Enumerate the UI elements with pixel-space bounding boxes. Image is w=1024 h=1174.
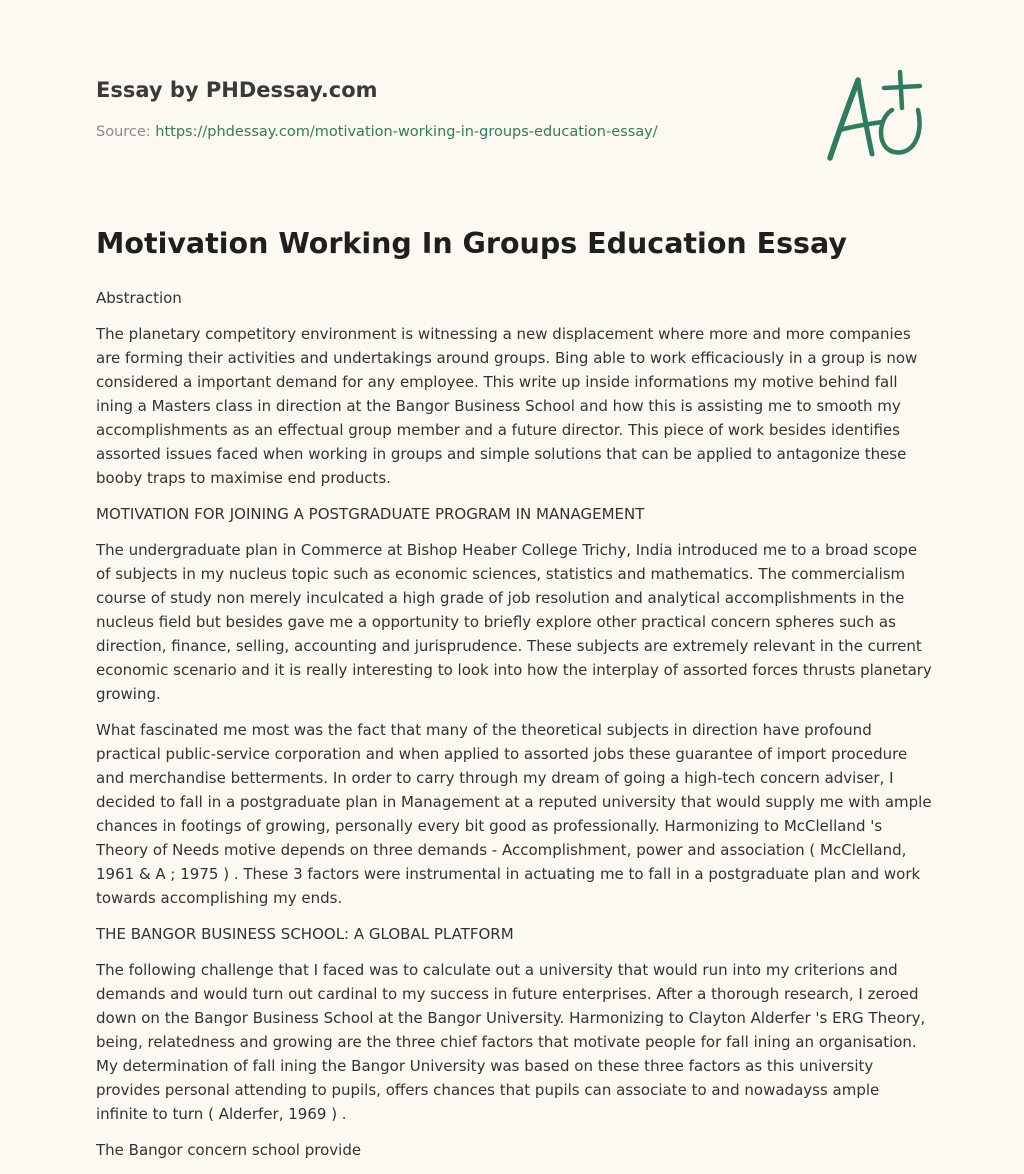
section-heading: Abstraction [96,289,182,307]
paragraph: What fascinated me most was the fact that many of the theoretical subjects in direction have profound practical public-service corporation and when applied to assorted jobs these guarantee of import procedure and merchandise betterments. In order to carry through my dream of going a high-tech concern adviser, I decided to fall in a postgraduate plan in Management at a reputed university that would supply me with ample chances in footings of growing, personally every bit good as professionally. Harmonizing to McClelland 's Theory of Needs motive depends on three demands - Accomplishment, power and association ( McClelland, 1961 & A ; 1975 ) . These 3 factors were instrumental in actuating me to fall in a postgraduate plan and work towards accomplishing my ends. [96,721,932,907]
paragraph: The undergraduate plan in Commerce at Bishop Heaber College Trichy, India introduced me to a broad scope of subjects in my nucleus topic such as economic sciences, statistics and mathematics. The commercialism course of study non merely inculcated a high grade of job resolution and analytical accomplishments in the nucleus field but besides gave me a opportunity to briefly explore other practical concern spheres such as direction, finance, selling, accounting and jurisprudence. These subjects are extremely relevant in the current economic scenario and it is really interesting to look into how the interplay of assorted forces thrusts planetary growing. [96,541,932,703]
paragraph: The planetary competitory environment is witnessing a new displacement where more and more companies are forming their activities and undertakings around groups. Bing able to work efficaciously in a group is now considered a important demand for any employee. This write up inside informations my motive behind fall ining a Masters class in direction at the Bangor Business School and how this is assisting me to smooth my accomplishments as an effectual group member and a future director. This piece of work besides identifies assorted issues faced when working in groups and simple solutions that can be applied to antagonize these booby traps to maximise end products. [96,325,918,487]
essay-content [96,286,932,1162]
source-label: Source: [96,124,151,140]
source-link[interactable]: https://phdessay.com/motivation-working-in-groups-education-essay/ [155,124,658,140]
essay-article [96,222,932,1174]
paragraph: The following challenge that I faced was to calculate out a university that would run into my criterions and demands and would turn out cardinal to my success in future enterprises. After a thorough research, I zeroed down on the Bangor Business School at the Bangor University. Harmonizing to Clayton Alderfer 's ERG Theory, being, relatedness and growing are the three chief factors that motivate people for fall ining an organisation. My determination of fall ining the Bangor University was based on these three factors as this university provides personal attending to pupils, offers chances that pupils can associate to and nowadayss ample infinite to turn ( Alderfer, 1969 ) . [96,961,926,1123]
site-title: Essay by PHDessay.com [96,78,378,102]
a-plus-grade-icon [820,64,930,168]
source-line [96,122,796,142]
paragraph: The Bangor concern school provide [96,1141,362,1159]
section-heading: THE BANGOR BUSINESS SCHOOL: A GLOBAL PLATFORM [96,925,514,943]
section-heading: MOTIVATION FOR JOINING A POSTGRADUATE PROGRAM IN MANAGEMENT [96,505,645,523]
essay-title: Motivation Working In Groups Education Essay [96,227,847,260]
page-header [96,72,796,142]
